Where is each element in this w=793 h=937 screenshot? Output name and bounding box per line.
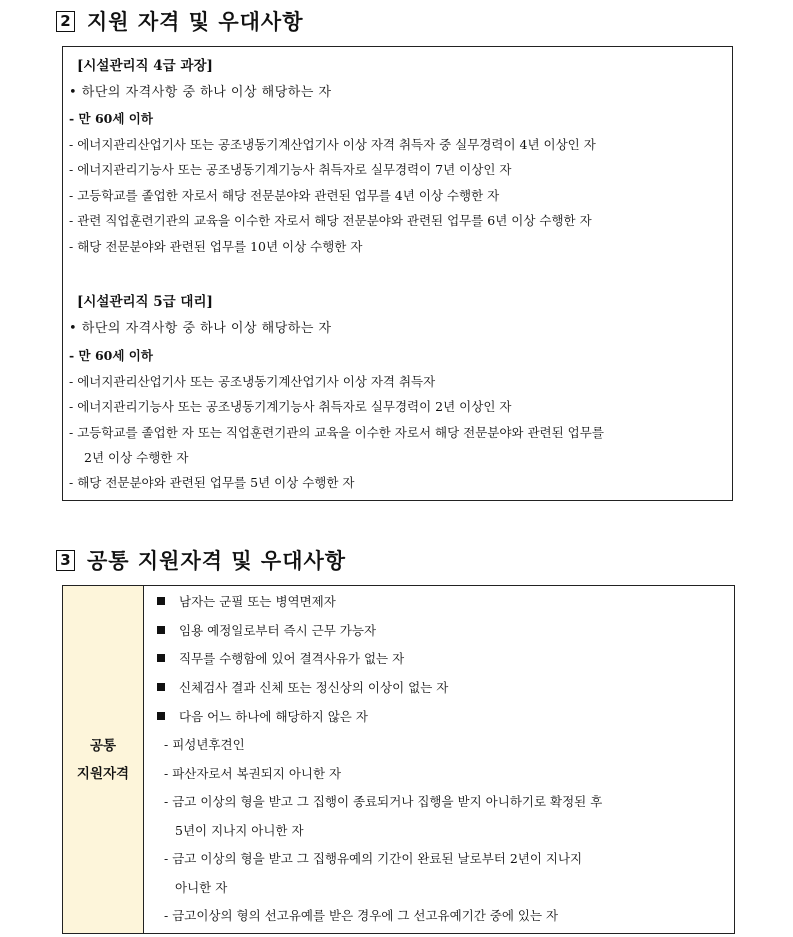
grade4-intro: • 하단의 자격사항 중 하나 이상 해당하는 자 — [69, 85, 332, 100]
grade4-item: - 에너지관리기능사 또는 공조냉동기계기능사 취득자로 실무경력이 7년 이상인 자 — [69, 162, 512, 177]
square-bullet-icon — [157, 654, 165, 662]
sub-list-item: - 금고 이상의 형을 받고 그 집행유예의 기간이 완료된 날로부터 2년이 지나지 — [164, 851, 583, 866]
grade5-item: - 고등학교를 졸업한 자 또는 직업훈련기관의 교육을 이수한 자로서 해당 전문분야와 관련된 업무를 — [69, 425, 604, 440]
grade5-intro: • 하단의 자격사항 중 하나 이상 해당하는 자 — [69, 321, 332, 336]
list-item: 신체검사 결과 신체 또는 정신상의 이상이 없는 자 — [157, 680, 448, 696]
common-qualification-table — [62, 585, 735, 934]
square-bullet-icon — [157, 712, 165, 720]
sub-list-item: - 피성년후견인 — [164, 737, 245, 752]
grade4-item: - 에너지관리산업기사 또는 공조냉동기계산업기사 이상 자격 취득자 중 실무경력이 4년 이상인 자 — [69, 137, 596, 152]
sub-list-item: - 파산자로서 복권되지 아니한 자 — [164, 766, 342, 781]
sub-list-item-continued: 아니한 자 — [175, 880, 228, 895]
grade5-item: - 에너지관리기능사 또는 공조냉동기계기능사 취득자로 실무경력이 2년 이상인 자 — [69, 399, 512, 414]
section-title-qualifications — [56, 6, 304, 36]
list-item: 다음 어느 하나에 해당하지 않은 자 — [157, 709, 368, 725]
section-number-box: 3 — [56, 550, 75, 571]
grade5-header: [시설관리직 5급 대리] — [77, 294, 213, 310]
table-label-line: 공통 — [89, 737, 117, 754]
section-title-text: 지원 자격 및 우대사항 — [87, 10, 304, 34]
qualification-box — [62, 46, 733, 501]
grade5-item-continued: 2년 이상 수행한 자 — [84, 450, 189, 465]
sub-list-item-continued: 5년이 지나지 아니한 자 — [175, 823, 304, 838]
section-title-text: 공통 지원자격 및 우대사항 — [87, 549, 347, 573]
table-content-cell — [144, 586, 734, 933]
grade5-item: - 에너지관리산업기사 또는 공조냉동기계산업기사 이상 자격 취득자 — [69, 374, 436, 389]
square-bullet-icon — [157, 597, 165, 605]
grade5-age-limit: - 만 60세 이하 — [69, 348, 153, 363]
grade4-item: - 해당 전문분야와 관련된 업무를 10년 이상 수행한 자 — [69, 239, 363, 254]
sub-list-item: - 금고이상의 형의 선고유예를 받은 경우에 그 선고유예기간 중에 있는 자 — [164, 908, 559, 923]
list-item: 임용 예정일로부터 즉시 근무 가능자 — [157, 623, 376, 639]
table-label-cell — [63, 586, 144, 933]
section-title-common — [56, 545, 346, 575]
list-item: 직무를 수행함에 있어 결격사유가 없는 자 — [157, 651, 404, 667]
square-bullet-icon — [157, 683, 165, 691]
grade4-header: [시설관리직 4급 과장] — [77, 58, 213, 74]
grade5-item: - 해당 전문분야와 관련된 업무를 5년 이상 수행한 자 — [69, 475, 355, 490]
grade4-item: - 관련 직업훈련기관의 교육을 이수한 자로서 해당 전문분야와 관련된 업무를 6년 이상 수행한 자 — [69, 213, 592, 228]
table-label-line: 지원자격 — [76, 765, 130, 782]
grade4-item: - 고등학교를 졸업한 자로서 해당 전문분야와 관련된 업무를 4년 이상 수행한 자 — [69, 188, 500, 203]
list-item: 남자는 군필 또는 병역면제자 — [157, 594, 336, 610]
grade4-age-limit: - 만 60세 이하 — [69, 111, 153, 126]
section-number-box: 2 — [56, 11, 75, 32]
sub-list-item: - 금고 이상의 형을 받고 그 집행이 종료되거나 집행을 받지 아니하기로 확정된 후 — [164, 794, 603, 809]
square-bullet-icon — [157, 626, 165, 634]
